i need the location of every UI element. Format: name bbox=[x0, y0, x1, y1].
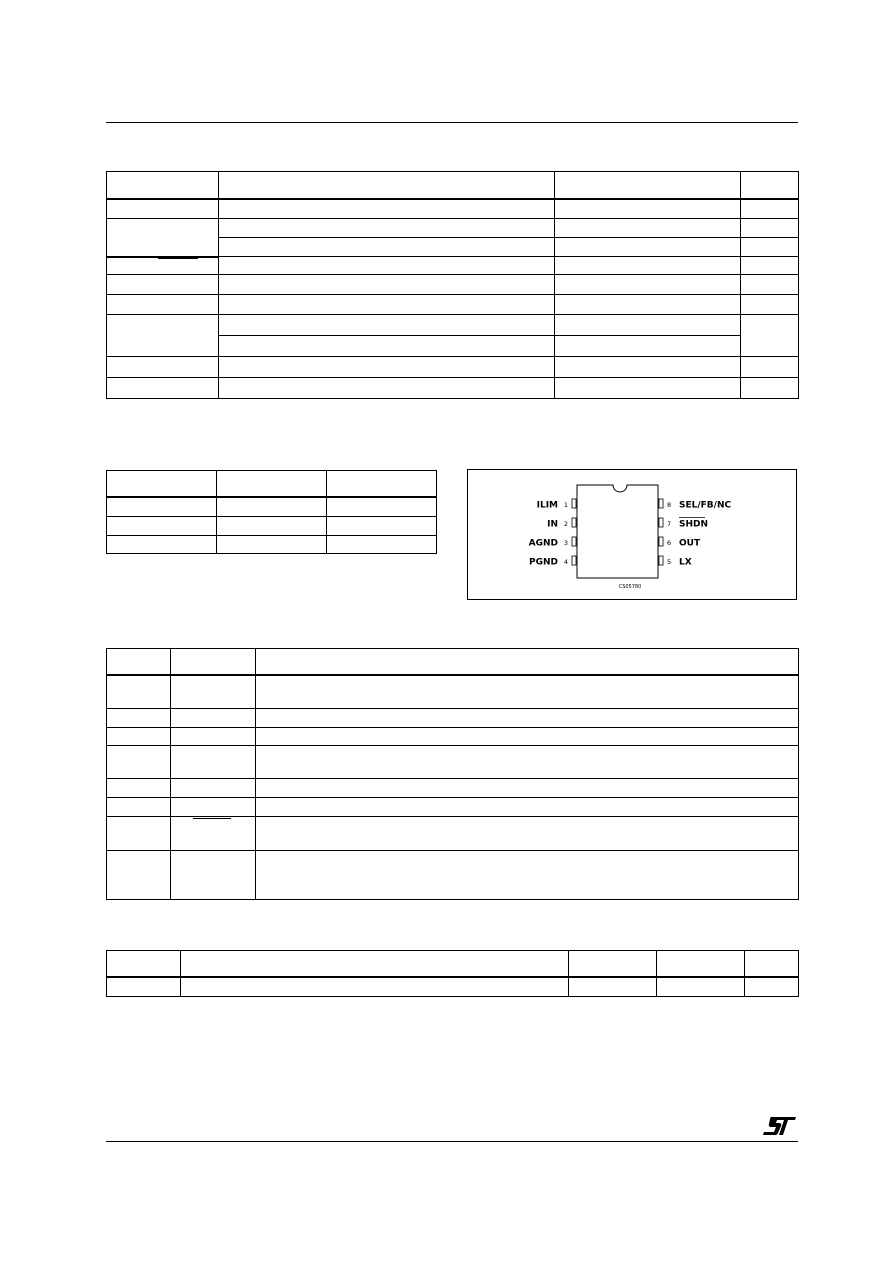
pin-sel-fb-nc bbox=[659, 499, 731, 511]
pin-agnd bbox=[529, 537, 576, 549]
pin-out bbox=[659, 537, 701, 549]
pin-pad bbox=[659, 537, 663, 546]
table-row bbox=[107, 977, 799, 997]
table-row bbox=[107, 357, 799, 378]
table-row bbox=[107, 851, 799, 900]
table-row bbox=[107, 779, 799, 798]
table-row bbox=[107, 517, 437, 536]
pin-number: 7 bbox=[667, 520, 672, 528]
overbar-mark bbox=[158, 258, 198, 259]
pin-number: 4 bbox=[563, 558, 568, 566]
table-row bbox=[107, 536, 437, 554]
pin-number: 5 bbox=[667, 558, 672, 566]
table-row bbox=[107, 709, 799, 728]
pin-ilim bbox=[537, 499, 576, 511]
table-row bbox=[107, 315, 799, 336]
table-row bbox=[107, 817, 799, 851]
pin-number: 8 bbox=[667, 501, 672, 509]
pin-number: 3 bbox=[563, 539, 568, 547]
table-row bbox=[107, 219, 799, 238]
table-row bbox=[107, 257, 799, 275]
pin-number: 2 bbox=[563, 520, 568, 528]
right-pin-group bbox=[659, 499, 731, 568]
pin-lx bbox=[659, 556, 692, 568]
pin-label: AGND bbox=[528, 538, 558, 549]
pin-number: 6 bbox=[667, 539, 672, 547]
table-row bbox=[107, 728, 799, 746]
header-rule bbox=[106, 122, 798, 123]
pin-label: OUT bbox=[679, 538, 701, 549]
left-pin-group bbox=[529, 499, 576, 568]
table-row bbox=[107, 675, 799, 709]
overbar-mark bbox=[193, 818, 231, 819]
pin-pgnd bbox=[529, 556, 576, 568]
drawing-code: CS05780 bbox=[618, 584, 642, 590]
table-row bbox=[107, 497, 437, 517]
table-row bbox=[107, 199, 799, 219]
table-header-row bbox=[107, 471, 437, 497]
table-header-row bbox=[107, 951, 799, 977]
pin-in bbox=[547, 518, 576, 530]
pin-label: ILIM bbox=[536, 500, 558, 511]
pin-pad bbox=[572, 499, 576, 508]
pin-label: PGND bbox=[529, 557, 558, 568]
pin-number: 1 bbox=[563, 501, 568, 509]
table-thermal-data bbox=[106, 950, 799, 997]
table-header-row bbox=[107, 649, 799, 675]
pin-pad bbox=[659, 518, 663, 527]
pin-pad bbox=[572, 537, 576, 546]
pin-shdn bbox=[659, 518, 708, 530]
table-row bbox=[107, 275, 799, 295]
pin-connection-diagram bbox=[467, 469, 797, 600]
table-absolute-ratings bbox=[106, 171, 799, 399]
pin-pad bbox=[572, 518, 576, 527]
table-row bbox=[107, 295, 799, 315]
table-row bbox=[107, 746, 799, 779]
ic-body bbox=[577, 485, 658, 578]
pin-pad bbox=[572, 556, 576, 565]
ic-package-drawing bbox=[468, 470, 798, 601]
pin-pad bbox=[659, 499, 663, 508]
table-order-codes bbox=[106, 470, 437, 554]
table-pin-description bbox=[106, 648, 799, 900]
pin-label: IN bbox=[547, 519, 558, 530]
st-logo-icon bbox=[762, 1116, 798, 1136]
pin-label: SHDN bbox=[679, 519, 709, 530]
pin-label: LX bbox=[679, 557, 692, 568]
table-header-row bbox=[107, 172, 799, 199]
pin-label: SEL/FB/NC bbox=[679, 500, 732, 511]
table-row bbox=[107, 378, 799, 399]
footer-rule bbox=[106, 1141, 798, 1142]
pin-pad bbox=[659, 556, 663, 565]
table-row bbox=[107, 798, 799, 817]
